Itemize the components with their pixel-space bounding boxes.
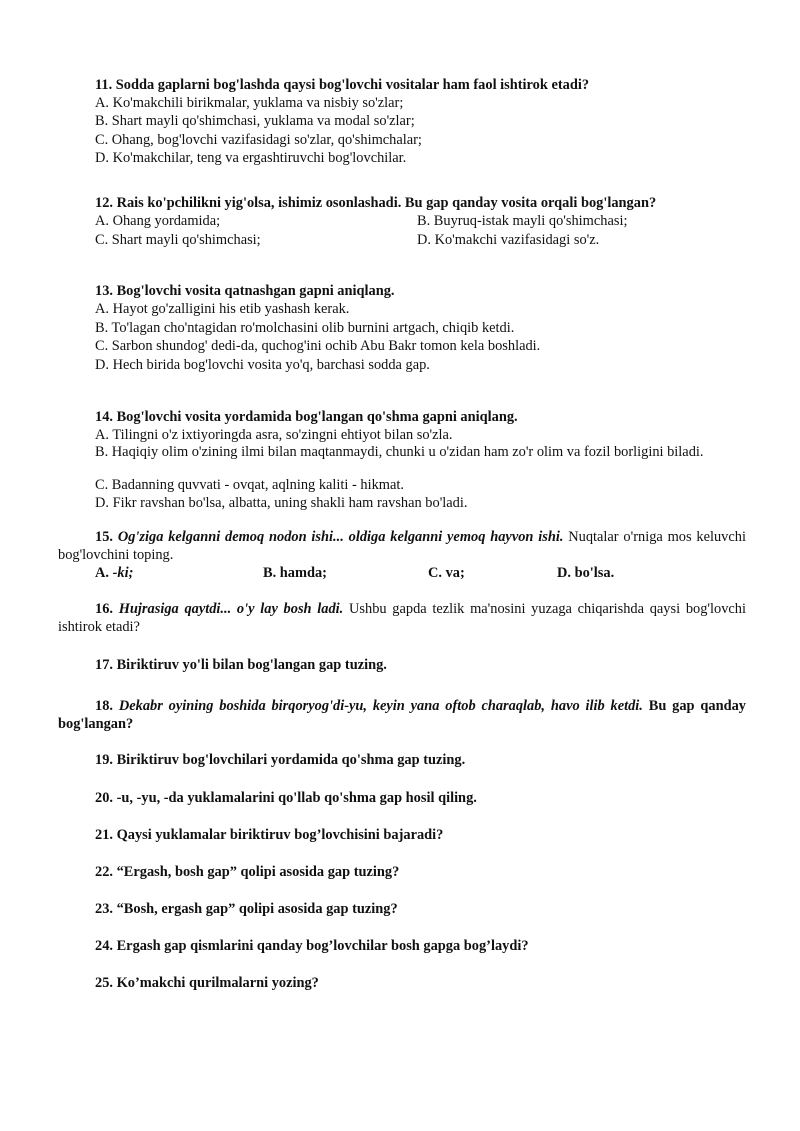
question-16-quote: Hujrasiga qaytdi... o'y lay bosh ladi.: [118, 601, 344, 617]
question-18-instruction: Bu gap qanday bog'langan?: [58, 698, 746, 732]
question-14-option-a: A. Tilingni o'z ixtiyoringda asra, so'zingni ehtiyot bilan so'zla.: [95, 427, 453, 443]
question-18-quote: Dekabr oyining boshida birqoryog'di-yu, keyin yana oftob charaqlab, havo ilib ketdi.: [118, 698, 643, 714]
question-14-title: 14. Bog'lovchi vosita yordamida bog'langan qo'shma gapni aniqlang.: [95, 409, 518, 425]
question-24: 24. Ergash gap qismlarini qanday bog’lovchilar bosh gapga bog’laydi?: [95, 938, 529, 954]
question-15-quote: Og'ziga kelganni demoq nodon ishi... oldiga kelganni yemoq hayvon ishi.: [117, 529, 564, 545]
question-16-text: [58, 600, 746, 636]
question-13-title: 13. Bog'lovchi vosita qatnashgan gapni aniqlang.: [95, 283, 395, 299]
option-a-label: A.: [95, 565, 109, 581]
question-15-instruction: Nuqtalar o'rniga mos keluvchi bog'lovchini toping.: [58, 529, 746, 563]
question-22: 22. “Ergash, bosh gap” qolipi asosida gap tuzing?: [95, 864, 400, 880]
question-15-option-a: [95, 564, 133, 582]
question-14-option-c: C. Badanning quvvati - ovqat, aqlning kaliti - hikmat.: [95, 477, 404, 493]
question-12-option-c: C. Shart mayli qo'shimchasi;: [95, 232, 261, 248]
question-17: 17. Biriktiruv yo'li bilan bog'langan gap tuzing.: [95, 657, 387, 673]
question-16-instruction: Ushbu gapda tezlik ma'nosini yuzaga chiqarishda qaysi bog'lovchi ishtirok etadi?: [58, 601, 746, 635]
question-15-option-b: B. hamda;: [263, 565, 327, 581]
question-12-option-b: B. Buyruq-istak mayli qo'shimchasi;: [417, 213, 628, 229]
question-14-option-b: B. Haqiqiy olim o'zining ilmi bilan maqtanmaydi, chunki u o'zidan ham zo'r olim va fozil borligini biladi.: [95, 444, 704, 460]
question-11-title: 11. Sodda gaplarni bog'lashda qaysi bog'lovchi vositalar ham faol ishtirok etadi?: [95, 77, 590, 93]
question-21: 21. Qaysi yuklamalar biriktiruv bog’lovchisini bajaradi?: [95, 827, 444, 843]
question-13-option-b: B. To'lagan cho'ntagidan ro'molchasini olib burnini artgach, chiqib ketdi.: [95, 320, 515, 336]
option-a-text: -ki;: [112, 565, 134, 581]
question-18-text: [58, 697, 746, 733]
question-13-option-c: C. Sarbon shundog' dedi-da, quchog'ini ochib Abu Bakr tomon kela boshladi.: [95, 338, 541, 354]
question-13-option-a: A. Hayot go'zalligini his etib yashash kerak.: [95, 301, 350, 317]
question-23: 23. “Bosh, ergash gap” qolipi asosida gap tuzing?: [95, 901, 398, 917]
question-15-option-d: D. bo'lsa.: [557, 565, 615, 581]
question-12-option-d: D. Ko'makchi vazifasidagi so'z.: [417, 232, 600, 248]
question-19: 19. Biriktiruv bog'lovchilari yordamida qo'shma gap tuzing.: [95, 752, 466, 768]
question-13-option-d: D. Hech birida bog'lovchi vosita yo'q, barchasi sodda gap.: [95, 357, 430, 373]
question-15-number: 15.: [95, 529, 113, 545]
question-11-option-c: C. Ohang, bog'lovchi vazifasidagi so'zlar, qo'shimchalar;: [95, 132, 422, 148]
question-25: 25. Ko’makchi qurilmalarni yozing?: [95, 975, 319, 991]
question-18-number: 18.: [95, 698, 113, 714]
question-11-option-a: A. Ko'makchili birikmalar, yuklama va nisbiy so'zlar;: [95, 95, 404, 111]
question-12-title: 12. Rais ko'pchilikni yig'olsa, ishimiz osonlashadi. Bu gap qanday vosita orqali bog'langan?: [95, 195, 657, 211]
question-16-number: 16.: [95, 601, 113, 617]
question-20: 20. -u, -yu, -da yuklamalarini qo'llab qo'shma gap hosil qiling.: [95, 790, 477, 806]
question-15-text: [58, 528, 746, 564]
question-11-option-b: B. Shart mayli qo'shimchasi, yuklama va modal so'zlar;: [95, 113, 415, 129]
question-12-option-a: A. Ohang yordamida;: [95, 213, 221, 229]
question-11-option-d: D. Ko'makchilar, teng va ergashtiruvchi bog'lovchilar.: [95, 150, 407, 166]
question-14-option-d: D. Fikr ravshan bo'lsa, albatta, uning shakli ham ravshan bo'ladi.: [95, 495, 468, 511]
question-15-option-c: C. va;: [428, 565, 465, 581]
